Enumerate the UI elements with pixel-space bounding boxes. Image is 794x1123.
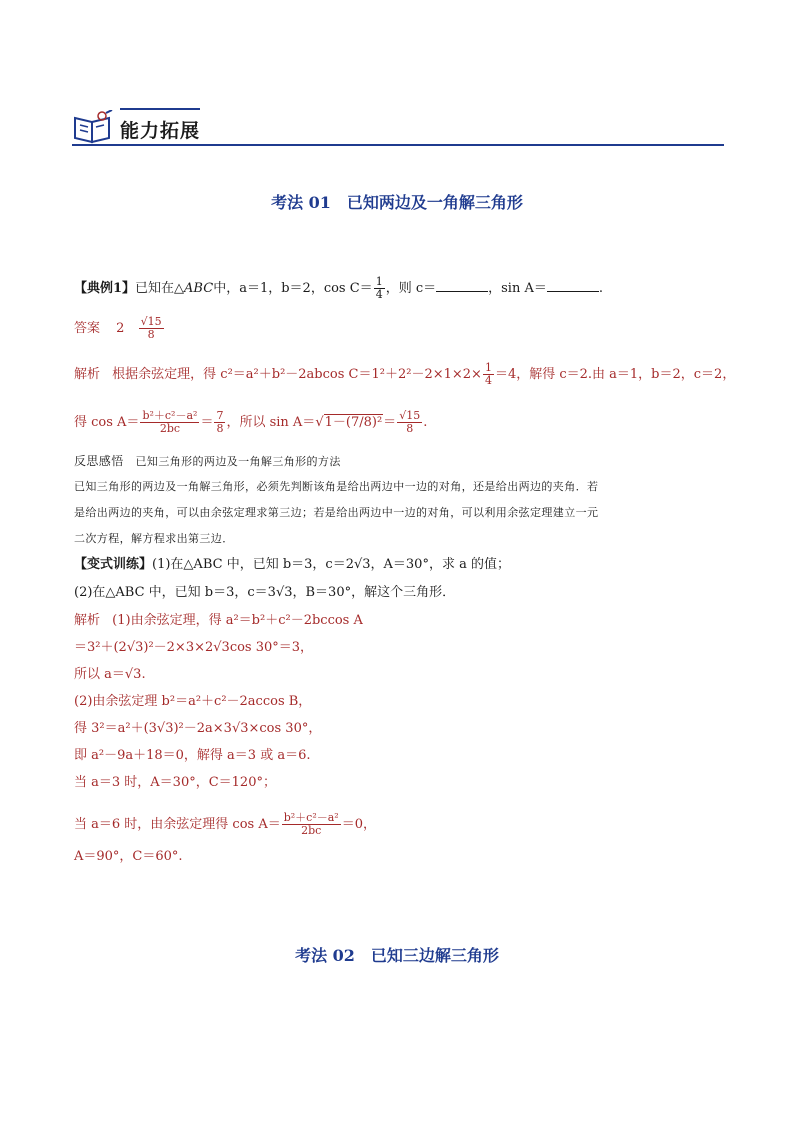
variant-analysis-label: 解析 <box>74 613 101 628</box>
analysis-label: 解析 <box>74 367 101 382</box>
analysis-line-2: 得 cos A＝ $\frac{\text{b²＋c²－a²}}{2bc}$ ＝ $\frac{7}{8}$ ，所以 sin A＝√1－(7/8)²＝ $\frac{√15}{8}$ . <box>74 409 428 435</box>
variant-question-2: (2)在△ABC 中，已知 b＝3，c＝3√3，B＝30°，解这个三角形． <box>74 585 456 600</box>
fraction: $\frac{√15}{8}$ <box>140 315 162 341</box>
variant-solution-6: 即 a²－9a＋18＝0，解得 a＝3 或 a＝6. <box>74 748 311 763</box>
variant-solution-4: (2)由余弦定理 b²＝a²＋c²－2accos B， <box>74 694 312 709</box>
analysis-line-1: 解析 根据余弦定理，得 c²＝a²＋b²－2abcos C＝1²＋2²－2×1×2× $\frac{1}{4}$ ＝4，解得 c＝2.由 a＝1，b＝2，c＝2， <box>74 361 736 387</box>
fraction: $\frac{\text{b²＋c²－a²}}{2bc}$ <box>283 811 339 837</box>
reflection-label: 反思感悟 <box>74 454 124 468</box>
fraction: $\frac{1}{4}$ <box>484 361 492 387</box>
variant-solution-1: 解析 (1)由余弦定理，得 a²＝b²＋c²－2bccos A <box>74 613 363 628</box>
fraction: $\frac{1}{4}$ <box>375 275 383 301</box>
reflection-paragraph-3: 二次方程，解方程求出第三边． <box>74 532 234 545</box>
variant-solution-3: 所以 a＝√3. <box>74 667 146 682</box>
header-top-rule <box>120 108 200 110</box>
variant-solution-2: ＝3²＋(2√3)²－2×3×2√3cos 30°＝3， <box>74 640 314 655</box>
answer-blank-sina[interactable] <box>547 279 599 292</box>
variant-solution-8: 当 a＝6 时，由余弦定理得 cos A＝ $\frac{\text{b²＋c²－a²}}{2bc}$ ＝0， <box>74 811 376 837</box>
header-title: 能力拓展 <box>120 120 201 142</box>
variant-solution-5: 得 3²＝a²＋(3√3)²－2a×3√3×cos 30°， <box>74 721 322 736</box>
answer-line: 答案 2 $\frac{√15}{8}$ <box>74 315 162 341</box>
example-question: 【典例1】已知在△ABC中，a＝1，b＝2，cos C＝ $\frac{1}{4}$ ，则 c＝ ，sin A＝ . <box>74 275 603 301</box>
variant-tag: 【变式训练】 <box>74 557 153 572</box>
section-heading-1: 考法 01 已知两边及一角解三角形 <box>271 193 523 212</box>
answer-blank-c[interactable] <box>436 279 488 292</box>
fraction: $\frac{\text{b²＋c²－a²}}{2bc}$ <box>142 409 198 435</box>
reflection-title: 反思感悟 已知三角形的两边及一角解三角形的方法 <box>74 454 341 468</box>
header-book-icon <box>72 110 114 144</box>
variant-solution-7: 当 a＝3 时，A＝30°，C＝120°； <box>74 775 276 790</box>
variant-question-1: 【变式训练】(1)在△ABC 中，已知 b＝3，c＝2√3，A＝30°，求 a 的值； <box>74 557 510 572</box>
variant-solution-9: A＝90°，C＝60°. <box>74 849 183 864</box>
fraction: $\frac{7}{8}$ <box>216 409 224 435</box>
fraction: $\frac{√15}{8}$ <box>399 409 421 435</box>
example-tag: 【典例1】 <box>74 281 136 296</box>
reflection-paragraph-2: 是给出两边的夹角，可以由余弦定理求第三边；若是给出两边中一边的对角，可以利用余弦定理建立一元 <box>74 506 599 519</box>
header-rule <box>72 144 724 146</box>
answer-label: 答案 <box>74 321 101 336</box>
section-heading-2: 考法 02 已知三边解三角形 <box>295 946 499 965</box>
reflection-paragraph-1: 已知三角形的两边及一角解三角形，必须先判断该角是给出两边中一边的对角，还是给出两边的夹角．若 <box>74 480 599 493</box>
